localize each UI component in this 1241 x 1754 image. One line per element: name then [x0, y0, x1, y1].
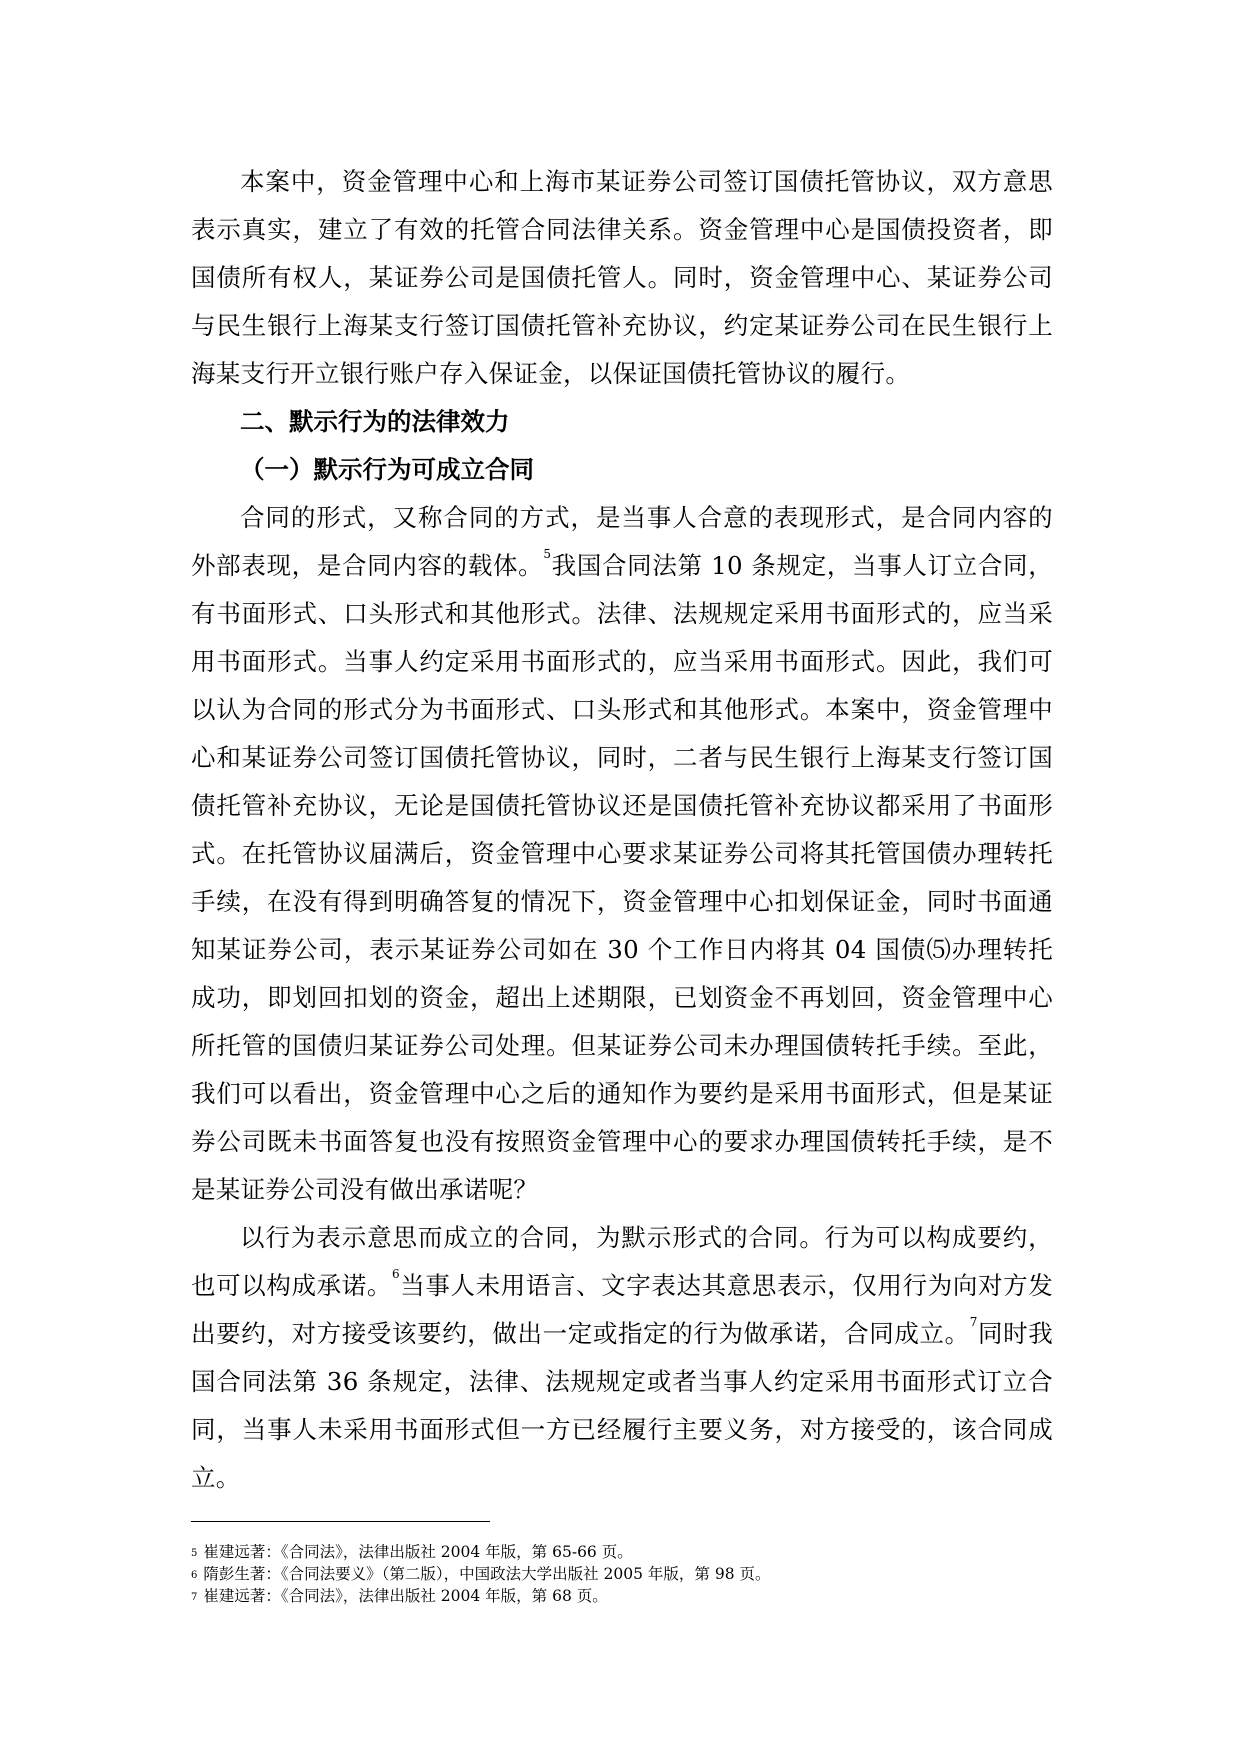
footnote-text: 崔建远著：《合同法》，法律出版社 2004 年版，第 68 页。: [203, 1587, 608, 1605]
footnote-separator: [191, 1521, 490, 1522]
footnote-ref-6[interactable]: 6: [391, 1267, 400, 1281]
footnote-6: [191, 1563, 1053, 1585]
subsection-heading: （一）默示行为可成立合同: [240, 455, 534, 484]
paragraph-3-part-b: 当事人未用语言、文字表达其意思表示，仅用行为向对方发出要约，对方接受该要约，做出一定或指定的行为做承诺，合同成立。: [191, 1271, 1054, 1348]
paragraph-2-part-b: 我国合同法第 10 条规定，当事人订立合同，有书面形式、口头形式和其他形式。法律、法规规定采用书面形式的，应当采用书面形式。当事人约定采用书面形式的，应当采用书面形式。因此，我们可以认为合同的形式分为书面形式、口头形式和其他形式。本案中，资金管理中心和某证券公司签订国债托管协议，同时，二者与民生银行上海某支行签订国债托管补充协议，无论是国债托管协议还是国债托管补充协议都采用了书面形式。在托管协议届满后，资金管理中心要求某证券公司将其托管国债办理转托手续，在没有得到明确答复的情况下，资金管理中心扣划保证金，同时书面通知某证券公司，表示某证券公司如在 30 个工作日内将其 04 国债⑸办理转托成功，即划回扣划的资金，超出上述期限，已划资金不再划回，资金管理中心所托管的国债归某证券公司处理。但某证券公司未办理国债转托手续。至此，我们可以看出，资金管理中心之后的通知作为要约是采用书面形式，但是某证券公司既未书面答复也没有按照资金管理中心的要求办理国债转托手续，是不是某证券公司没有做出承诺呢？: [191, 551, 1053, 1204]
paragraph-3: [191, 1214, 1053, 1502]
footnote-number: 7: [191, 1592, 198, 1603]
footnote-text: 隋彭生著：《合同法要义》（第二版），中国政法大学出版社 2005 年版，第 98 页。: [203, 1565, 771, 1583]
footnote-number: 5: [191, 1548, 198, 1559]
paragraph-1: 本案中，资金管理中心和上海市某证券公司签订国债托管协议，双方意思表示真实，建立了有效的托管合同法律关系。资金管理中心是国债投资者，即国债所有权人，某证券公司是国债托管人。同时，资金管理中心、某证券公司与民生银行上海某支行签订国债托管补充协议，约定某证券公司在民生银行上海某支行开立银行账户存入保证金，以保证国债托管协议的履行。: [191, 167, 1053, 388]
footnote-5: [191, 1541, 1053, 1563]
footnote-number: 6: [191, 1570, 198, 1581]
paragraph-3-part-a: 以行为表示意思而成立的合同，为默示形式的合同。行为可以构成要约，也可以构成承诺。: [191, 1223, 1053, 1300]
paragraph-2-part-a: 合同的形式，又称合同的方式，是当事人合意的表现形式，是合同内容的外部表现，是合同内容的载体。: [191, 503, 1053, 580]
paragraph-3-part-c: 同时我国合同法第 36 条规定，法律、法规规定或者当事人约定采用书面形式订立合同，当事人未采用书面形式但一方已经履行主要义务，对方接受的，该合同成立。: [191, 1319, 1053, 1492]
footnote-ref-5[interactable]: 5: [543, 547, 552, 561]
footnote-text: 崔建远著：《合同法》，法律出版社 2004 年版，第 65-66 页。: [203, 1543, 633, 1561]
footnote-7: [191, 1585, 1053, 1607]
footnote-ref-7[interactable]: 7: [969, 1315, 978, 1329]
paragraph-2: [191, 494, 1053, 1214]
footnotes: [191, 1541, 1053, 1607]
section-heading: 二、默示行为的法律效力: [240, 407, 510, 436]
body-text: [191, 158, 1053, 1502]
